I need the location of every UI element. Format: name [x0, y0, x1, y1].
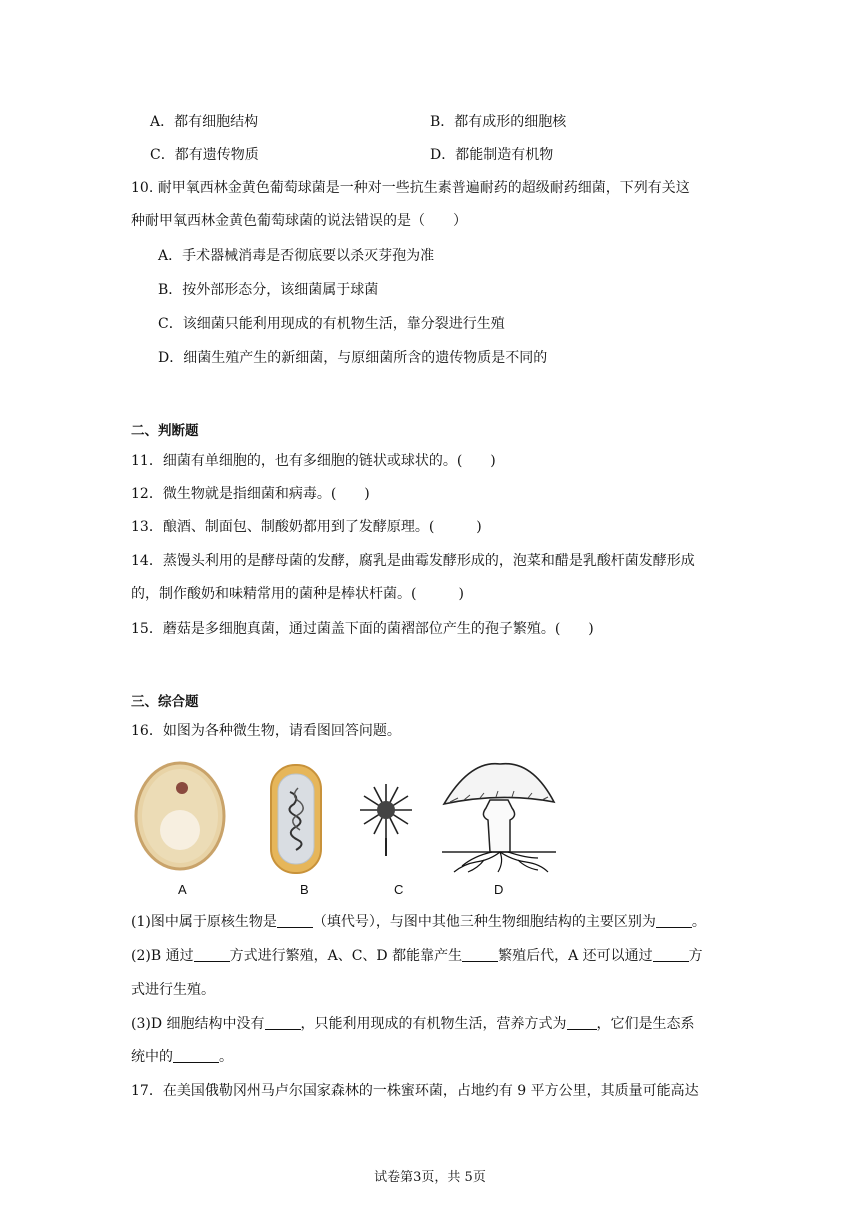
q16-part3	[131, 1014, 695, 1034]
q16-part2-text-a: (2)B 通过	[131, 948, 194, 964]
q16-part3-blank-3[interactable]	[173, 1048, 219, 1063]
q10-stem-line2: 种耐甲氧西林金黄色葡萄球菌的说法错误的是（ ）	[131, 213, 467, 229]
q16-part3-cont	[131, 1047, 233, 1067]
q9-option-a: A．都有细胞结构	[150, 114, 259, 130]
q16-part2-text-b: 方式进行繁殖，A、C、D 都能靠产生	[229, 948, 463, 964]
q11: 11．细菌有单细胞的，也有多细胞的链状或球状的。( )	[131, 453, 496, 469]
q16-part3-text-e: 。	[219, 1049, 233, 1065]
microorganism-figure	[130, 760, 560, 900]
q12: 12．微生物就是指细菌和病毒。( )	[131, 486, 370, 502]
figure-label-b: B	[300, 882, 309, 897]
q16-part3-blank-2[interactable]	[567, 1015, 597, 1030]
q16-part1-text-a: (1)图中属于原核生物是	[131, 914, 277, 930]
q14-line1: 14．蒸馒头利用的是酵母菌的发酵，腐乳是曲霉发酵形成的，泡菜和醋是乳酸杆菌发酵形成	[131, 553, 695, 569]
q15: 15．蘑菇是多细胞真菌，通过菌盖下面的菌褶部位产生的孢子繁殖。( )	[131, 621, 594, 637]
page-footer: 试卷第3页，共 5页	[374, 1170, 486, 1185]
q16-part2-text-d: 方	[688, 948, 703, 964]
q16-part3-text-b: ，只能利用现成的有机物生活，营养方式为	[300, 1016, 567, 1032]
q10-option-b: B．按外部形态分，该细菌属于球菌	[158, 282, 379, 298]
bacterium-illustration	[268, 762, 324, 878]
mushroom-illustration	[440, 760, 558, 880]
figure-label-d: D	[494, 882, 504, 897]
yeast-cell-illustration	[130, 760, 230, 876]
q16-stem: 16．如图为各种微生物，请看图回答问题。	[131, 723, 401, 739]
q16-part1	[131, 912, 706, 932]
q9-option-d: D．都能制造有机物	[430, 147, 554, 163]
q10-option-a: A．手术器械消毒是否彻底要以杀灭芽孢为准	[158, 248, 435, 264]
q10-option-c: C．该细菌只能利用现成的有机物生活，靠分裂进行生殖	[158, 316, 505, 332]
q16-part1-blank-1[interactable]	[277, 913, 313, 928]
q16-part1-text-c: 。	[691, 914, 706, 930]
q16-part2-blank-2[interactable]	[462, 947, 498, 962]
q9-option-c: C．都有遗传物质	[150, 147, 259, 163]
q16-part2-blank-3[interactable]	[653, 947, 689, 962]
q16-part2-blank-1[interactable]	[194, 947, 230, 962]
figure-label-a: A	[178, 882, 187, 897]
q16-part2	[131, 946, 703, 966]
q9-option-b: B．都有成形的细胞核	[430, 114, 567, 130]
q16-part1-blank-2[interactable]	[656, 913, 692, 928]
q16-part3-text-a: (3)D 细胞结构中没有	[131, 1016, 265, 1032]
q14-line2: 的，制作酸奶和味精常用的菌种是棒状杆菌。( )	[131, 586, 464, 602]
q16-part1-text-b: （填代号），与图中其他三种生物细胞结构的主要区别为	[312, 914, 656, 930]
q16-part2-text-c: 繁殖后代，A 还可以通过	[498, 948, 653, 964]
q16-part3-text-d: 统中的	[131, 1049, 173, 1065]
q10-stem-line1: 10. 耐甲氧西林金黄色葡萄球菌是一种对一些抗生素普遍耐药的超级耐药细菌，下列有关这	[131, 180, 690, 196]
q13: 13．酿酒、制面包、制酸奶都用到了发酵原理。( )	[131, 519, 482, 535]
section-title-judgement: 二、判断题	[131, 423, 199, 439]
mold-sporangium-illustration	[358, 782, 414, 858]
q10-option-d: D．细菌生殖产生的新细菌，与原细菌所含的遗传物质是不同的	[158, 350, 548, 366]
q16-part2-cont: 式进行生殖。	[131, 982, 215, 998]
section-title-comprehensive: 三、综合题	[131, 694, 199, 710]
q16-part3-blank-1[interactable]	[265, 1015, 301, 1030]
q17-stem: 17．在美国俄勒冈州马卢尔国家森林的一株蜜环菌，占地约有 9 平方公里，其质量可能高达	[131, 1083, 699, 1099]
figure-label-c: C	[394, 882, 404, 897]
q16-part3-text-c: ，它们是生态系	[596, 1016, 695, 1032]
